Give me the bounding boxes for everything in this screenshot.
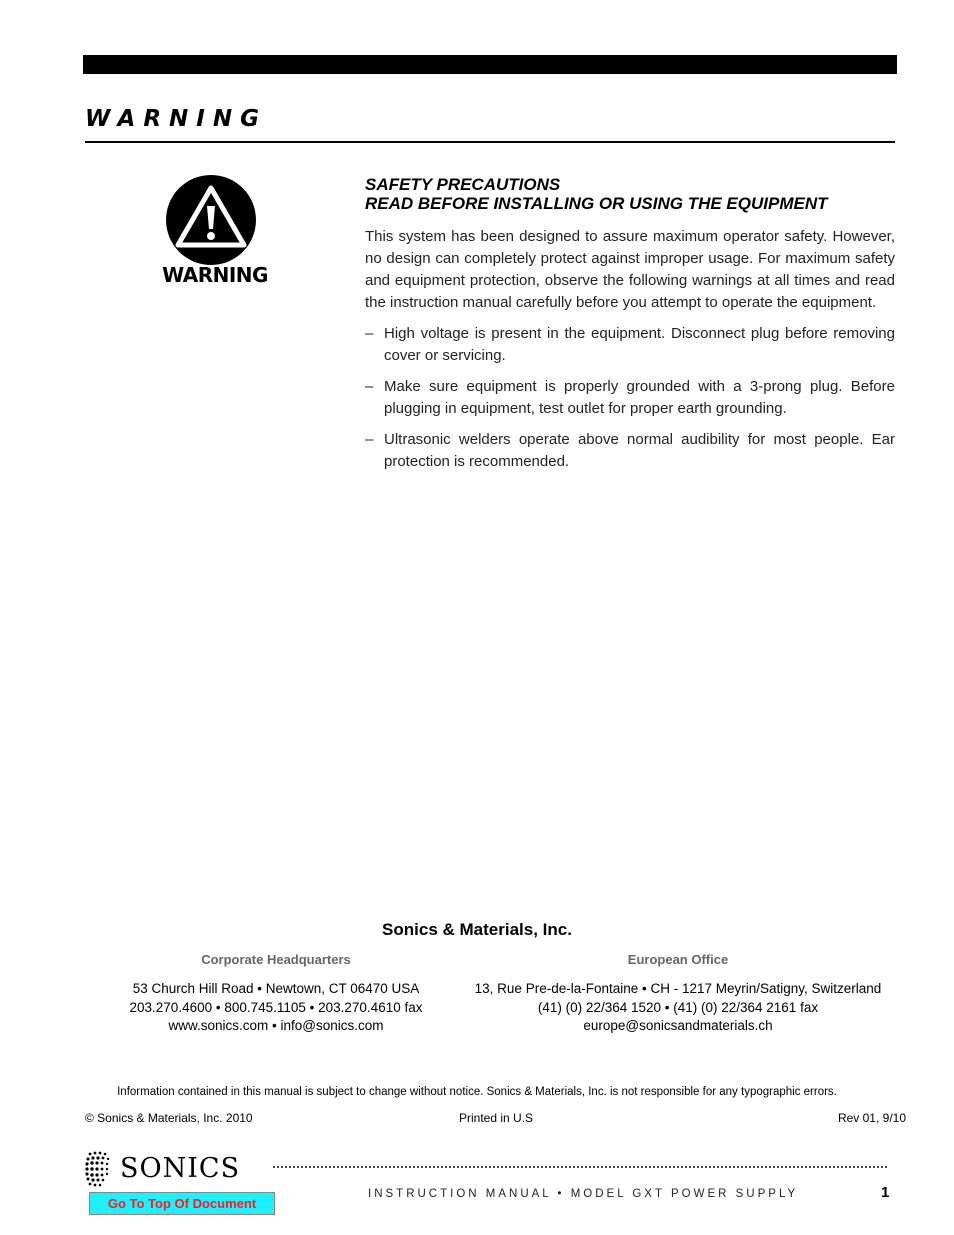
european-office-address: 13, Rue Pre-de-la-Fontaine • CH - 1217 Meyrin/Satigny, Switzerland [474, 981, 882, 996]
headquarters-info [96, 952, 456, 1036]
bullet-dash: – [365, 378, 374, 395]
safety-heading-line2: READ BEFORE INSTALLING OR USING THE EQUIPMENT [365, 194, 828, 213]
headquarters-title: Corporate Headquarters [201, 952, 351, 967]
go-to-top-button[interactable]: Go To Top Of Document [89, 1192, 275, 1215]
list-item [365, 323, 895, 367]
manual-label: INSTRUCTION MANUAL • MODEL GXT POWER SUPPLY [368, 1188, 799, 1200]
sonics-logo-text: SONICS [120, 1153, 241, 1184]
page-number: 1 [881, 1184, 890, 1201]
european-office-email: europe@sonicsandmaterials.ch [583, 1018, 773, 1033]
list-item [365, 429, 895, 473]
disclaimer: Information contained in this manual is subject to change without notice. Sonics & Materials, Inc. is not responsible for any typographic errors. [117, 1086, 837, 1098]
bullet-dash: – [365, 431, 374, 448]
list-item [365, 376, 895, 420]
safety-section [365, 175, 895, 482]
printed-in: Printed in U.S [459, 1111, 534, 1125]
copyright: © Sonics & Materials, Inc. 2010 [85, 1111, 253, 1125]
european-office-info [443, 952, 913, 1036]
bullet-text: Ultrasonic welders operate above normal audibility for most people. Ear protection is recommended. [384, 431, 895, 470]
headquarters-address: 53 Church Hill Road • Newtown, CT 06470 USA [132, 981, 420, 996]
warning-list [365, 323, 895, 473]
sonics-logo-mark-icon [84, 1150, 118, 1188]
company-name: Sonics & Materials, Inc. [382, 920, 572, 939]
revision: Rev 01, 9/10 [837, 1111, 906, 1125]
safety-intro: This system has been designed to assure maximum operator safety. However, no design can completely protect against improper usage. For maximum safety and equipment protection, observe the following warnings at all times and read the instruction manual carefully before you attempt to operate the equipment. [365, 228, 895, 311]
bullet-text: Make sure equipment is properly grounded with a 3-prong plug. Before plugging in equipment, test outlet for proper earth grounding. [384, 378, 895, 417]
header-bar [83, 55, 897, 74]
page-title: WARNING [85, 106, 267, 132]
bullet-text: High voltage is present in the equipment. Disconnect plug before removing cover or servicing. [384, 325, 895, 364]
sonics-logo [84, 1150, 269, 1188]
warning-symbol-label: WARNING [162, 263, 268, 287]
title-divider [85, 141, 895, 143]
european-office-title: European Office [627, 952, 729, 967]
headquarters-phone: 203.270.4600 • 800.745.1105 • 203.270.4610 fax [129, 999, 423, 1015]
footer-dotted-divider [273, 1166, 887, 1168]
bullet-dash: – [365, 325, 374, 342]
safety-heading-line1: SAFETY PRECAUTIONS [365, 175, 561, 194]
headquarters-web: www.sonics.com • info@sonics.com [168, 1018, 384, 1033]
european-office-phone: (41) (0) 22/364 1520 • (41) (0) 22/364 2161 fax [537, 999, 819, 1015]
safety-heading [365, 175, 895, 213]
